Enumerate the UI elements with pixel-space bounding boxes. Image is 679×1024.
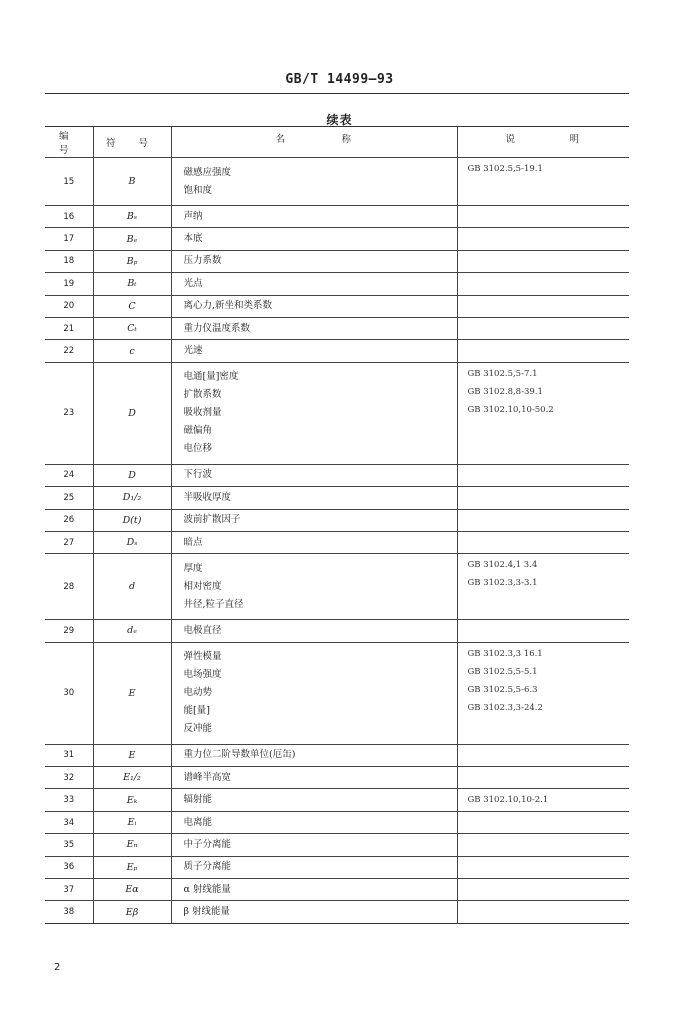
row-number: 26 xyxy=(45,509,93,531)
table-row xyxy=(45,340,629,362)
row-number: 30 xyxy=(45,642,93,744)
note-line: GB 3102.3,3-3.1 xyxy=(467,578,538,589)
row-symbol: d xyxy=(93,554,171,620)
row-note xyxy=(457,362,629,464)
row-name xyxy=(171,531,457,553)
note-line: GB 3102.3,3 16.1 xyxy=(467,648,543,659)
name-line: 重力位二阶导数单位(厄缶) xyxy=(183,749,296,761)
table-caption: 续表 xyxy=(326,113,353,127)
name-line: 离心力,新坐和类系数 xyxy=(183,300,273,312)
row-name xyxy=(171,509,457,531)
table-row xyxy=(45,250,629,272)
table-row xyxy=(45,811,629,833)
table-row xyxy=(45,158,629,206)
name-line: 饱和度 xyxy=(183,184,213,196)
name-line: 弹性模量 xyxy=(183,651,222,663)
name-line: 声纳 xyxy=(183,210,203,222)
row-note xyxy=(457,228,629,250)
row-note xyxy=(457,811,629,833)
row-name xyxy=(171,554,457,620)
name-line: 反冲能 xyxy=(183,723,213,735)
standard-header: GB/T 14499—93 xyxy=(285,72,394,87)
row-name xyxy=(171,317,457,339)
table-row xyxy=(45,554,629,620)
name-line: 电动势 xyxy=(183,687,213,699)
name-line: 井径,粒子直径 xyxy=(183,598,244,610)
row-symbol: Bₚ xyxy=(93,250,171,272)
row-symbol: C xyxy=(93,295,171,317)
name-line: 辐射能 xyxy=(183,794,213,806)
row-number: 18 xyxy=(45,250,93,272)
row-symbol: c xyxy=(93,340,171,362)
row-number: 23 xyxy=(45,362,93,464)
table-row xyxy=(45,744,629,766)
row-name xyxy=(171,340,457,362)
row-name xyxy=(171,228,457,250)
table-row xyxy=(45,509,629,531)
row-name xyxy=(171,856,457,878)
row-name xyxy=(171,642,457,744)
row-name xyxy=(171,620,457,642)
row-note xyxy=(457,317,629,339)
row-symbol: Bₑ xyxy=(93,228,171,250)
note-line: GB 3102.4,1 3.4 xyxy=(467,560,538,571)
row-number: 24 xyxy=(45,464,93,486)
name-line: 电极直径 xyxy=(183,624,222,636)
row-note xyxy=(457,789,629,811)
row-note xyxy=(457,856,629,878)
name-line: 光速 xyxy=(183,345,203,357)
row-number: 19 xyxy=(45,273,93,295)
table-row xyxy=(45,531,629,553)
row-name xyxy=(171,158,457,206)
row-note xyxy=(457,834,629,856)
row-number: 21 xyxy=(45,317,93,339)
table-row xyxy=(45,856,629,878)
name-line: 能[量] xyxy=(183,705,210,717)
table-row xyxy=(45,901,629,923)
name-line: 磁感应强度 xyxy=(183,166,232,178)
row-number: 17 xyxy=(45,228,93,250)
name-line: 重力仪温度系数 xyxy=(183,322,251,334)
row-symbol: Eᵢ xyxy=(93,811,171,833)
table-row xyxy=(45,642,629,744)
row-name xyxy=(171,744,457,766)
col-header-note-a: 说 xyxy=(505,134,516,145)
name-line: 压力系数 xyxy=(183,255,222,267)
name-line: 电通[量]密度 xyxy=(183,371,239,383)
name-line: 电离能 xyxy=(183,816,213,828)
table-row xyxy=(45,295,629,317)
row-number: 34 xyxy=(45,811,93,833)
name-line: 本底 xyxy=(183,233,203,245)
row-note xyxy=(457,295,629,317)
name-line: 吸收剂量 xyxy=(183,407,222,419)
row-note xyxy=(457,206,629,228)
row-number: 29 xyxy=(45,620,93,642)
name-line: 波前扩散因子 xyxy=(183,514,241,526)
table-row xyxy=(45,789,629,811)
name-line: 谱峰半高宽 xyxy=(183,771,232,783)
row-note xyxy=(457,620,629,642)
note-line: GB 3102.3,3-24.2 xyxy=(467,702,543,713)
row-number: 31 xyxy=(45,744,93,766)
table-row xyxy=(45,834,629,856)
row-symbol: Eβ xyxy=(93,901,171,923)
name-line: 电位移 xyxy=(183,443,213,455)
table-header-row xyxy=(45,127,629,158)
note-line: GB 3102.10,10-50.2 xyxy=(467,404,554,415)
row-note xyxy=(457,767,629,789)
row-number: 37 xyxy=(45,879,93,901)
symbol-table xyxy=(45,126,629,924)
name-line: 质子分离能 xyxy=(183,861,232,873)
row-number: 15 xyxy=(45,158,93,206)
row-name xyxy=(171,464,457,486)
col-header-name-b: 称 xyxy=(341,134,352,145)
row-symbol: Bₛ xyxy=(93,206,171,228)
row-note xyxy=(457,250,629,272)
row-number: 35 xyxy=(45,834,93,856)
table-row xyxy=(45,464,629,486)
row-name xyxy=(171,879,457,901)
row-symbol: Eα xyxy=(93,879,171,901)
name-line: α 射线能量 xyxy=(183,883,231,895)
row-name xyxy=(171,250,457,272)
table-row xyxy=(45,767,629,789)
row-note xyxy=(457,487,629,509)
row-symbol: Bₜ xyxy=(93,273,171,295)
name-line: β 射线能量 xyxy=(183,906,231,918)
row-name xyxy=(171,834,457,856)
row-name xyxy=(171,811,457,833)
row-name xyxy=(171,295,457,317)
row-number: 33 xyxy=(45,789,93,811)
row-number: 16 xyxy=(45,206,93,228)
row-name xyxy=(171,901,457,923)
table-row xyxy=(45,317,629,339)
row-symbol: E xyxy=(93,744,171,766)
row-note xyxy=(457,509,629,531)
note-line: GB 3102.5,5-7.1 xyxy=(467,368,538,379)
row-name xyxy=(171,206,457,228)
row-number: 20 xyxy=(45,295,93,317)
row-symbol: Dₛ xyxy=(93,531,171,553)
row-number: 27 xyxy=(45,531,93,553)
note-line: GB 3102.5,5-5.1 xyxy=(467,666,538,677)
row-symbol: Eₙ xyxy=(93,834,171,856)
table-row xyxy=(45,273,629,295)
header-rule xyxy=(45,93,629,94)
page-number: 2 xyxy=(54,962,61,973)
table-row xyxy=(45,620,629,642)
table-row xyxy=(45,228,629,250)
row-note xyxy=(457,901,629,923)
row-number: 28 xyxy=(45,554,93,620)
name-line: 扩散系数 xyxy=(183,389,222,401)
row-note xyxy=(457,464,629,486)
name-line: 厚度 xyxy=(183,562,203,574)
table-row xyxy=(45,206,629,228)
name-line: 下行波 xyxy=(183,469,213,481)
row-symbol: dₑ xyxy=(93,620,171,642)
table-row xyxy=(45,362,629,464)
row-name xyxy=(171,362,457,464)
name-line: 暗点 xyxy=(183,536,203,548)
row-number: 38 xyxy=(45,901,93,923)
row-symbol: E xyxy=(93,642,171,744)
row-symbol: Cₜ xyxy=(93,317,171,339)
name-line: 中子分离能 xyxy=(183,838,232,850)
row-symbol: D₁/₂ xyxy=(93,487,171,509)
row-symbol: E₁/₂ xyxy=(93,767,171,789)
col-header-name xyxy=(171,127,457,158)
row-note xyxy=(457,744,629,766)
name-line: 电场强度 xyxy=(183,669,222,681)
row-note xyxy=(457,340,629,362)
name-line: 光点 xyxy=(183,277,203,289)
col-header-number: 编 号 xyxy=(45,127,93,158)
row-note xyxy=(457,554,629,620)
row-number: 32 xyxy=(45,767,93,789)
note-line: GB 3102.10,10-2.1 xyxy=(467,795,549,806)
col-header-note-b: 明 xyxy=(569,134,580,145)
row-note xyxy=(457,273,629,295)
table-row xyxy=(45,487,629,509)
col-header-name-a: 名 xyxy=(275,134,286,145)
note-line: GB 3102.5,5-6.3 xyxy=(467,684,538,695)
name-line: 磁偏角 xyxy=(183,425,213,437)
name-line: 相对密度 xyxy=(183,580,222,592)
row-note xyxy=(457,879,629,901)
row-symbol: Eₖ xyxy=(93,789,171,811)
row-symbol: B xyxy=(93,158,171,206)
row-name xyxy=(171,767,457,789)
row-symbol: Eₚ xyxy=(93,856,171,878)
note-line: GB 3102.5,5-19.1 xyxy=(467,164,543,174)
table-row xyxy=(45,879,629,901)
row-name xyxy=(171,487,457,509)
row-name xyxy=(171,789,457,811)
row-symbol: D xyxy=(93,362,171,464)
name-line: 半吸收厚度 xyxy=(183,491,232,503)
row-name xyxy=(171,273,457,295)
row-number: 25 xyxy=(45,487,93,509)
row-note xyxy=(457,531,629,553)
row-note xyxy=(457,642,629,744)
note-line: GB 3102.8,8-39.1 xyxy=(467,386,543,397)
row-symbol: D xyxy=(93,464,171,486)
row-number: 36 xyxy=(45,856,93,878)
row-note xyxy=(457,158,629,206)
row-symbol: D(t) xyxy=(93,509,171,531)
col-header-symbol: 符 号 xyxy=(93,127,171,158)
col-header-note xyxy=(457,127,629,158)
row-number: 22 xyxy=(45,340,93,362)
